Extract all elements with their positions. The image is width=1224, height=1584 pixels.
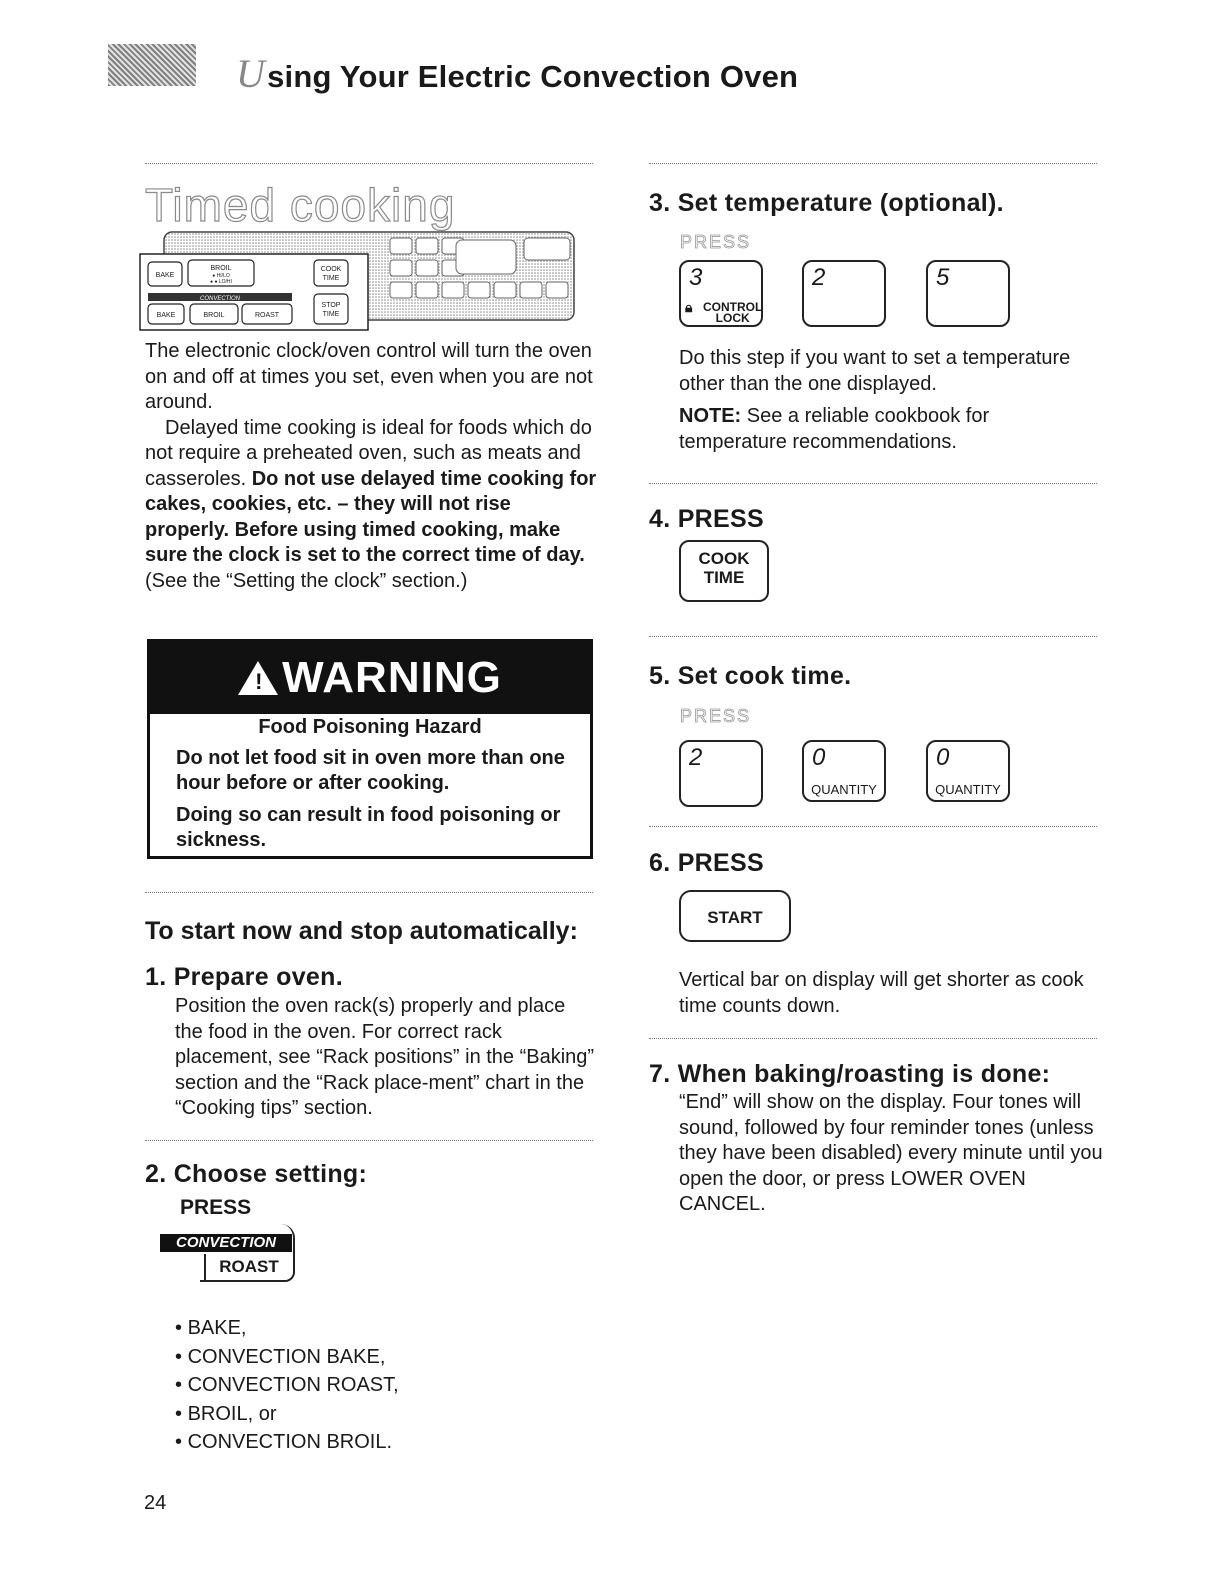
key-digit: 0 <box>812 744 826 771</box>
panel-broil-sub2: ● ● LO/HI <box>210 279 232 285</box>
panel-broil-sub1: ● HI/LO <box>212 273 230 279</box>
key-sub-label: QUANTITY <box>935 782 1001 797</box>
panel-cook-time-key <box>314 260 348 286</box>
step-6-title: 6. PRESS <box>649 849 764 877</box>
section-title: Timed cooking <box>145 179 456 231</box>
key-2[interactable] <box>679 740 763 807</box>
key-sub-label: CONTROL LOCK <box>703 300 763 325</box>
divider <box>649 163 1097 164</box>
step-2-press: PRESS <box>180 1196 252 1219</box>
warning-box <box>147 639 593 859</box>
intro-text <box>145 339 597 594</box>
cook-time-key[interactable] <box>679 540 769 602</box>
key-digit: 2 <box>689 744 703 771</box>
step-1-title: 1. Prepare oven. <box>145 963 343 991</box>
warning-heading: WARNING <box>282 653 502 702</box>
page-number: 24 <box>144 1492 167 1514</box>
convection-roast-key-top: CONVECTION <box>160 1234 292 1252</box>
divider <box>649 483 1097 484</box>
cook-time-key-label-1: COOK <box>698 549 750 568</box>
page-header-title <box>236 50 798 97</box>
cook-time-key-label-2: TIME <box>703 568 745 587</box>
step-3-press: PRESS <box>680 232 752 252</box>
option-item: • BAKE, <box>175 1314 399 1343</box>
key-0-quantity[interactable] <box>802 740 886 802</box>
panel-conv-roast-label: ROAST <box>254 312 280 319</box>
intro-paragraph-2 <box>145 416 597 595</box>
step-6-text: Vertical bar on display will get shorter as cook time counts down. <box>679 969 1084 1017</box>
divider <box>145 892 593 893</box>
panel-bake-label: BAKE <box>155 272 175 279</box>
warning-header <box>150 642 590 714</box>
step-5-title: 5. Set cook time. <box>649 662 852 690</box>
key-2[interactable] <box>802 260 886 327</box>
intro-paragraph-1: The electronic clock/oven control will turn the oven on and off at times you set, even when you are not around. <box>145 340 593 413</box>
start-key-label: START <box>707 908 763 927</box>
start-key[interactable] <box>679 890 791 942</box>
divider <box>145 1140 593 1141</box>
option-item: • CONVECTION BAKE, <box>175 1343 399 1372</box>
divider <box>649 1038 1097 1039</box>
intro-p2-end: (See the “Setting the clock” section.) <box>145 569 468 592</box>
divider <box>649 826 1097 827</box>
warning-triangle-icon: ! <box>238 661 278 695</box>
warning-line-2: Doing so can result in food poisoning or sickness. <box>176 804 561 851</box>
header-pattern <box>108 44 196 86</box>
note-label: NOTE: <box>679 405 742 427</box>
panel-conv-bake-label: BAKE <box>156 312 176 319</box>
panel-stop-time-key <box>314 294 348 324</box>
step-5-press: PRESS <box>680 706 752 726</box>
warning-subtitle: Food Poisoning Hazard <box>258 716 482 738</box>
key-digit: 2 <box>812 264 826 291</box>
panel-time-label: TIME <box>322 275 340 282</box>
step-3-title: 3. Set temperature (optional). <box>649 189 1004 217</box>
panel-cook-label: COOK <box>320 266 342 273</box>
step-7-title: 7. When baking/roasting is done: <box>649 1060 1051 1088</box>
intro-p2-plain: Delayed time cooking is ideal for foods which do not require a preheated oven, such as meats and casseroles. <box>145 416 592 490</box>
setting-options-list <box>175 1314 399 1457</box>
panel-broil-label: BROIL <box>210 265 232 272</box>
option-item: • CONVECTION ROAST, <box>175 1371 399 1400</box>
divider <box>649 636 1097 637</box>
key-digit: 0 <box>936 744 950 771</box>
header-title-initial: U <box>236 51 266 96</box>
key-0-quantity[interactable] <box>926 740 1010 802</box>
header-title-text: sing Your Electric Convection Oven <box>267 59 799 94</box>
panel-convection-label: CONVECTION <box>199 296 241 302</box>
divider <box>145 163 593 164</box>
step-2-title: 2. Choose setting: <box>145 1160 368 1188</box>
panel-stop-label: STOP <box>321 302 341 309</box>
note-text: See a reliable cookbook for temperature recommendations. <box>679 405 990 453</box>
option-item: • BROIL, or <box>175 1400 399 1429</box>
step-7-text: “End” will show on the display. Four tones will sound, followed by four reminder tones (unless they have been disabled) every minute until you open the door, or press LOWER OVEN CANCEL. <box>679 1091 1103 1215</box>
control-panel-illustration <box>138 230 576 332</box>
panel-stop-time-label: TIME <box>322 311 340 318</box>
convection-roast-key[interactable] <box>160 1222 295 1284</box>
warning-line-1: Do not let food sit in oven more than one hour before or after cooking. <box>176 747 565 794</box>
start-now-heading: To start now and stop automatically: <box>145 917 578 945</box>
step-3-text: Do this step if you want to set a temperature other than the one displayed. <box>679 347 1071 395</box>
step-4-title: 4. PRESS <box>649 505 764 533</box>
step-3-note <box>679 404 1099 455</box>
intro-p2-bold: Do not use delayed time cooking for cakes, cookies, etc. – they will not rise properly. Before using timed cooking, make sure the clock is set to the correct time of day. <box>145 467 597 566</box>
option-item: • CONVECTION BROIL. <box>175 1428 399 1457</box>
panel-conv-broil-label: BROIL <box>203 312 225 319</box>
lock-icon: 🔒︎ <box>685 299 693 315</box>
key-sub-label: QUANTITY <box>811 782 877 797</box>
convection-roast-key-label: ROAST <box>204 1254 292 1280</box>
key-digit: 3 <box>689 264 703 291</box>
key-3-control-lock[interactable] <box>679 260 763 327</box>
key-digit: 5 <box>936 264 950 291</box>
key-5[interactable] <box>926 260 1010 327</box>
step-1-text: Position the oven rack(s) properly and place the food in the oven. For correct rack placement, see “Rack positions” in the “Baking” section and the “Rack place-ment” chart in the “Cooking tips” section. <box>175 995 595 1119</box>
